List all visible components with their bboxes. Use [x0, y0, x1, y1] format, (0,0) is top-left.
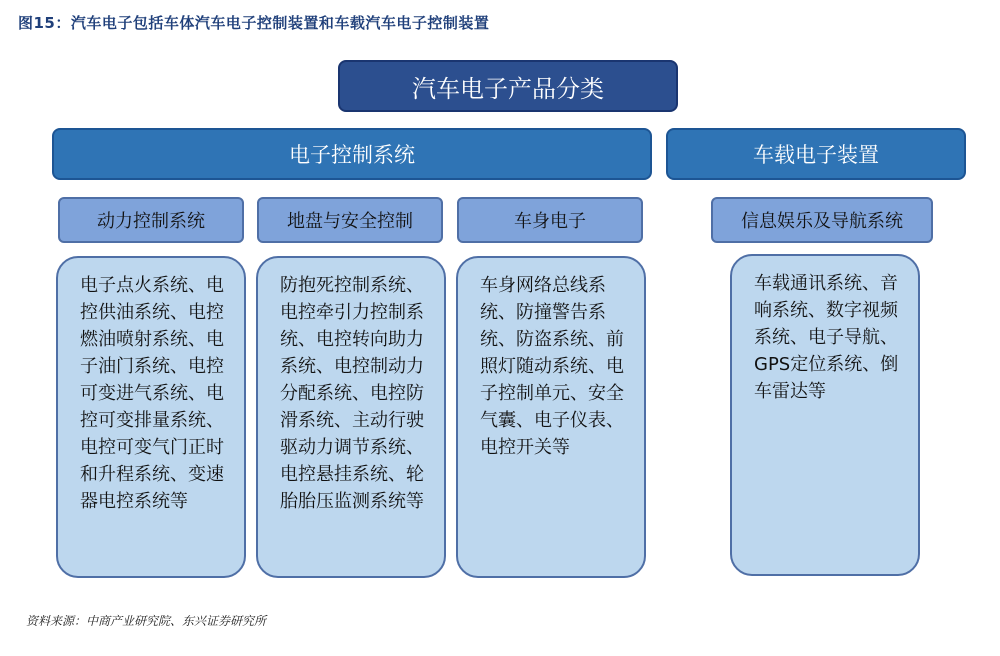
sub-chassis-safety: 地盘与安全控制	[257, 197, 443, 243]
sub-powertrain-control: 动力控制系统	[58, 197, 244, 243]
category-onboard-devices: 车载电子装置	[666, 128, 966, 180]
root-node: 汽车电子产品分类	[338, 60, 678, 112]
figure-title: 图15：汽车电子包括车体汽车电子控制装置和车载汽车电子控制装置	[18, 14, 490, 32]
sub-body-electronics: 车身电子	[457, 197, 643, 243]
category-electronic-control: 电子控制系统	[52, 128, 652, 180]
detail-powertrain-control: 电子点火系统、电控供油系统、电控燃油喷射系统、电子油门系统、电控可变进气系统、电控可变排量系统、电控可变气门正时和升程系统、变速器电控系统等	[56, 256, 246, 578]
detail-chassis-safety: 防抱死控制系统、电控牵引力控制系统、电控转向助力系统、电控制动力分配系统、电控防滑系统、主动行驶驱动力调节系统、电控悬挂系统、轮胎胎压监测系统等	[256, 256, 446, 578]
source-note: 资料来源：中商产业研究院、东兴证券研究所	[26, 614, 267, 628]
detail-infotainment-navigation: 车载通讯系统、音响系统、数字视频系统、电子导航、GPS定位系统、倒车雷达等	[730, 254, 920, 576]
detail-body-electronics: 车身网络总线系统、防撞警告系统、防盗系统、前照灯随动系统、电子控制单元、安全气囊、电子仪表、电控开关等	[456, 256, 646, 578]
sub-infotainment-navigation: 信息娱乐及导航系统	[711, 197, 933, 243]
